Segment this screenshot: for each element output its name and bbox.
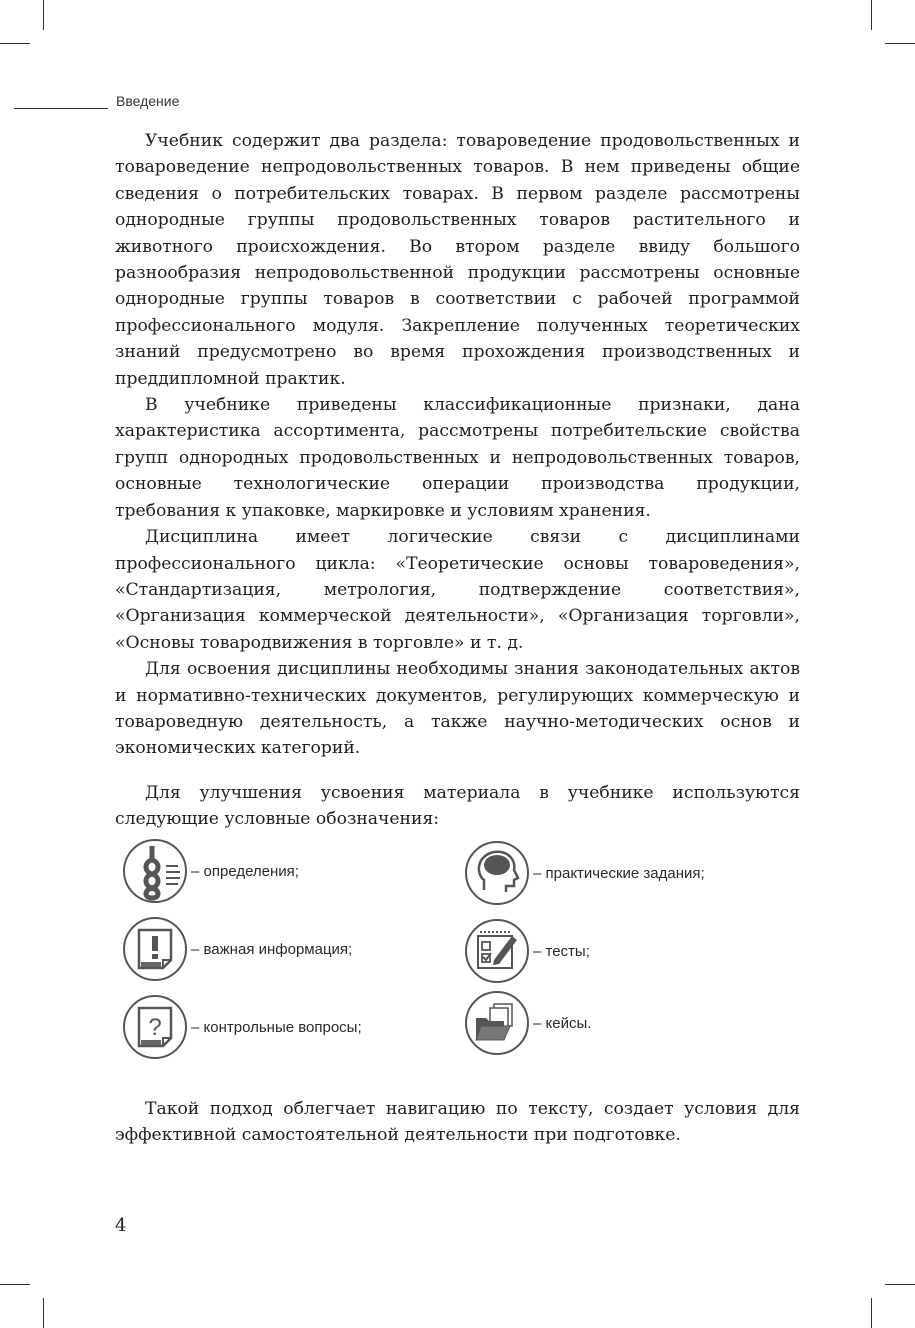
legend-label: – кейсы. (533, 1014, 592, 1032)
crop-mark (885, 43, 915, 44)
paragraph: Для освоения дисциплины необходимы знания законодательных актов и нормативно-технических документов, регулирующих коммерческую и товароведную деятельность, а также научно-методических основ и экономических категорий. (115, 659, 800, 759)
head-brain-icon (464, 840, 530, 906)
crop-mark (0, 1284, 30, 1285)
crop-mark (0, 43, 30, 44)
paragraph: Для улучшения усвоения материала в учебнике используются следующие условные обозначения: (115, 782, 800, 830)
paragraph: В учебнике приведены классификационные признаки, дана характеристика ассортимента, рассмотрены потребительские свойства групп однородных продовольственных и непродовольственных товаров, основные технологические операции производства продукции, требования к упаковке, маркировке и условиям хранения. (115, 395, 800, 521)
svg-text:?: ? (148, 1014, 162, 1041)
knot-definition-icon (122, 838, 188, 904)
legend-label: – практические задания; (533, 864, 705, 882)
legend-label: – контрольные вопросы; (191, 1018, 362, 1036)
paragraph: Такой подход облегчает навигацию по тексту, создает условия для эффективной самостоятельной деятельности при подготовке. (115, 1099, 800, 1146)
legend-item-questions (122, 994, 362, 1060)
legend-item-tests (464, 918, 590, 984)
crop-mark (871, 1298, 872, 1328)
crop-mark (885, 1284, 915, 1285)
crop-mark (43, 1298, 44, 1328)
legend-item-definitions (122, 838, 299, 904)
crop-mark (43, 0, 44, 30)
paragraph: Дисциплина имеет логические связи с дисциплинами профессионального цикла: «Теоретические основы товароведения», «Стандартизация, метрология, подтверждение соответствия», «Организация коммерческой деятельности», «Организация торговли», «Основы товародвижения в торговле» и т. д. (115, 527, 800, 653)
page-number: 4 (115, 1215, 127, 1236)
body-text (115, 128, 800, 833)
running-head: Введение (116, 93, 180, 109)
folder-icon (464, 990, 530, 1056)
legend-item-practical (464, 840, 705, 906)
legend-item-cases (464, 990, 591, 1056)
closing-text (115, 1096, 800, 1149)
question-icon (122, 994, 188, 1060)
legend-label: – важная информация; (191, 940, 353, 958)
important-info-icon (122, 916, 188, 982)
header-rule (14, 108, 108, 109)
legend-label: – тесты; (533, 942, 590, 960)
legend-item-important (122, 916, 352, 982)
paragraph: Учебник содержит два раздела: товароведение продовольственных и товароведение непродовольственных товаров. В нем приведены общие сведения о потребительских товарах. В первом разделе рассмотрены однородные группы продовольственных товаров растительного и животного происхождения. Во втором разделе ввиду большого разнообразия непродовольственной продукции рассмотрены основные однородные группы товаров в соответствии с рабочей программой профессионального модуля. Закрепление полученных теоретических знаний предусмотрено во время прохождения производственных и преддипломной практик. (115, 131, 800, 389)
crop-mark (871, 0, 872, 30)
legend-label: – определения; (191, 862, 299, 880)
checklist-pencil-icon (464, 918, 530, 984)
